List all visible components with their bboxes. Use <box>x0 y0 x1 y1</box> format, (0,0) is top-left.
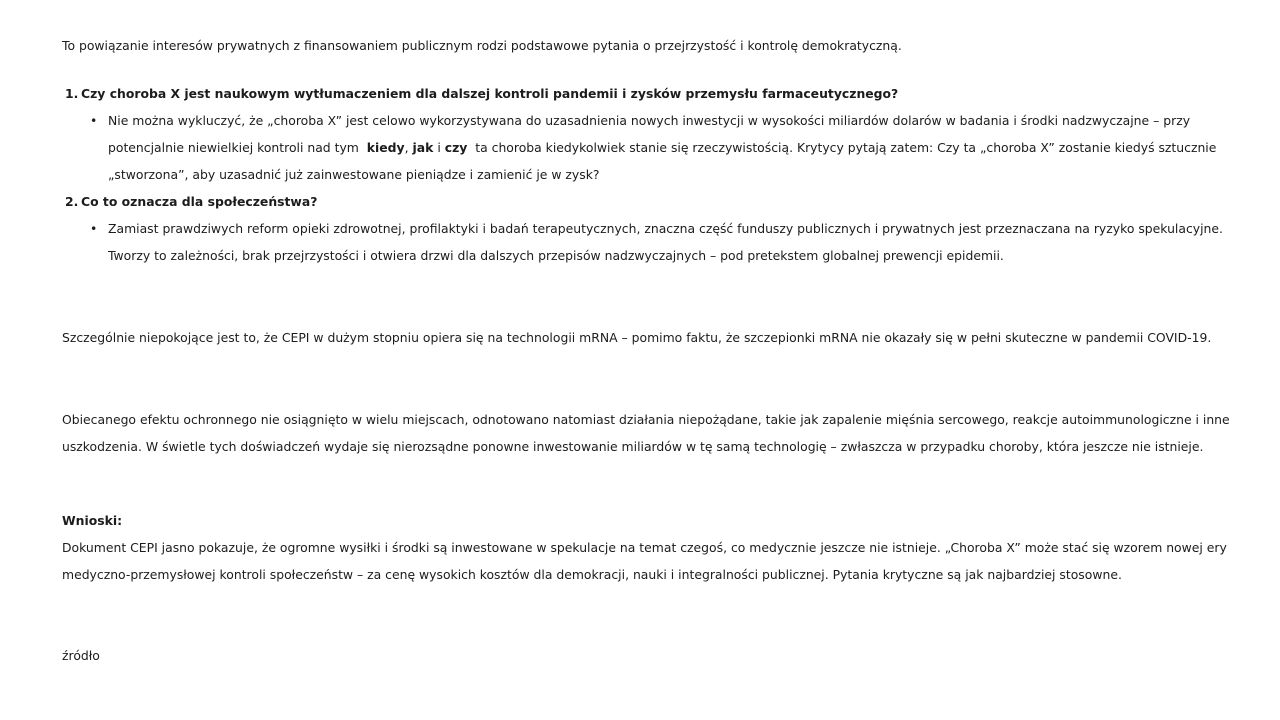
question-number: 2. <box>65 194 79 209</box>
question-title: Co to oznacza dla społeczeństwa? <box>81 194 318 209</box>
conclusions-section <box>62 507 1237 588</box>
conclusions-text: Dokument CEPI jasno pokazuje, że ogromne wysiłki i środki są inwestowane w spekulacje na temat czegoś, co medycznie jeszcze nie istnieje. „Choroba X” może stać się wzorem nowej ery medyczno-przemysłowej kontroli społeczeństw – za cenę wysokich kosztów dla demokracji, nauki i integralności publicznej. Pytania krytyczne są jak najbardziej stosowne. <box>62 540 1227 582</box>
question-title: Czy choroba X jest naukowym wytłumaczeniem dla dalszej kontroli pandemii i zysków przemysłu farmaceutycznego? <box>81 86 899 101</box>
conclusions-heading: Wnioski: <box>62 513 123 528</box>
emphasis-czy: czy <box>444 140 468 155</box>
questions-list <box>62 80 1237 269</box>
side-effects-paragraph: Obiecanego efektu ochronnego nie osiągnięto w wielu miejscach, odnotowano natomiast działania niepożądane, takie jak zapalenie mięśnia sercowego, reakcje autoimmunologiczne i inne uszkodzenia. W świetle tych doświadczeń wydaje się nierozsądne ponowne inwestowanie miliardów w tę samą technologię – zwłaszcza w przypadku choroby, która jeszcze nie istnieje. <box>62 412 1230 454</box>
answer-bullet: • Zamiast prawdziwych reform opieki zdrowotnej, profilaktyki i badań terapeutycznych, znaczna część funduszy publicznych i prywatnych jest przeznaczana na ryzyko spekulacyjne. Tworzy to zależności, brak przejrzystości i otwiera drzwi dla dalszych przepisów nadzwyczajnych – pod pretekstem globalnej prewencji epidemii. <box>62 215 1237 269</box>
emphasis-jak: jak <box>412 140 434 155</box>
bullet-icon: • <box>90 221 98 236</box>
bullet-icon: • <box>90 113 98 128</box>
mrna-paragraph: Szczególnie niepokojące jest to, że CEPI w dużym stopniu opiera się na technologii mRNA – pomimo faktu, że szczepionki mRNA nie okazały się w pełni skuteczne w pandemii COVID-19. <box>62 330 1212 345</box>
question-item <box>62 188 1237 269</box>
question-item <box>62 80 1237 188</box>
answer-list <box>62 215 1237 269</box>
intro-paragraph: To powiązanie interesów prywatnych z finansowaniem publicznym rodzi podstawowe pytania o przejrzystość i kontrolę demokratyczną. <box>62 38 902 53</box>
answer-list <box>62 107 1237 188</box>
answer-bullet: • Nie można wykluczyć, że „choroba X” jest celowo wykorzystywana do uzasadnienia nowych inwestycji w wysokości miliardów dolarów w badania i środki nadzwyczajne – przy potencjalnie niewielkiej kontroli nad tym kiedy, jak i czy ta choroba kiedykolwiek stanie się rzeczywistością. Krytycy pytają zatem: Czy ta „choroba X” zostanie kiedyś sztucznie „stworzona”, aby uzasadnić już zainwestowane pieniądze i zamienić je w zysk? <box>62 107 1237 188</box>
source-link[interactable]: źródło <box>62 648 100 663</box>
emphasis-kiedy: kiedy <box>366 140 405 155</box>
question-number: 1. <box>65 86 79 101</box>
